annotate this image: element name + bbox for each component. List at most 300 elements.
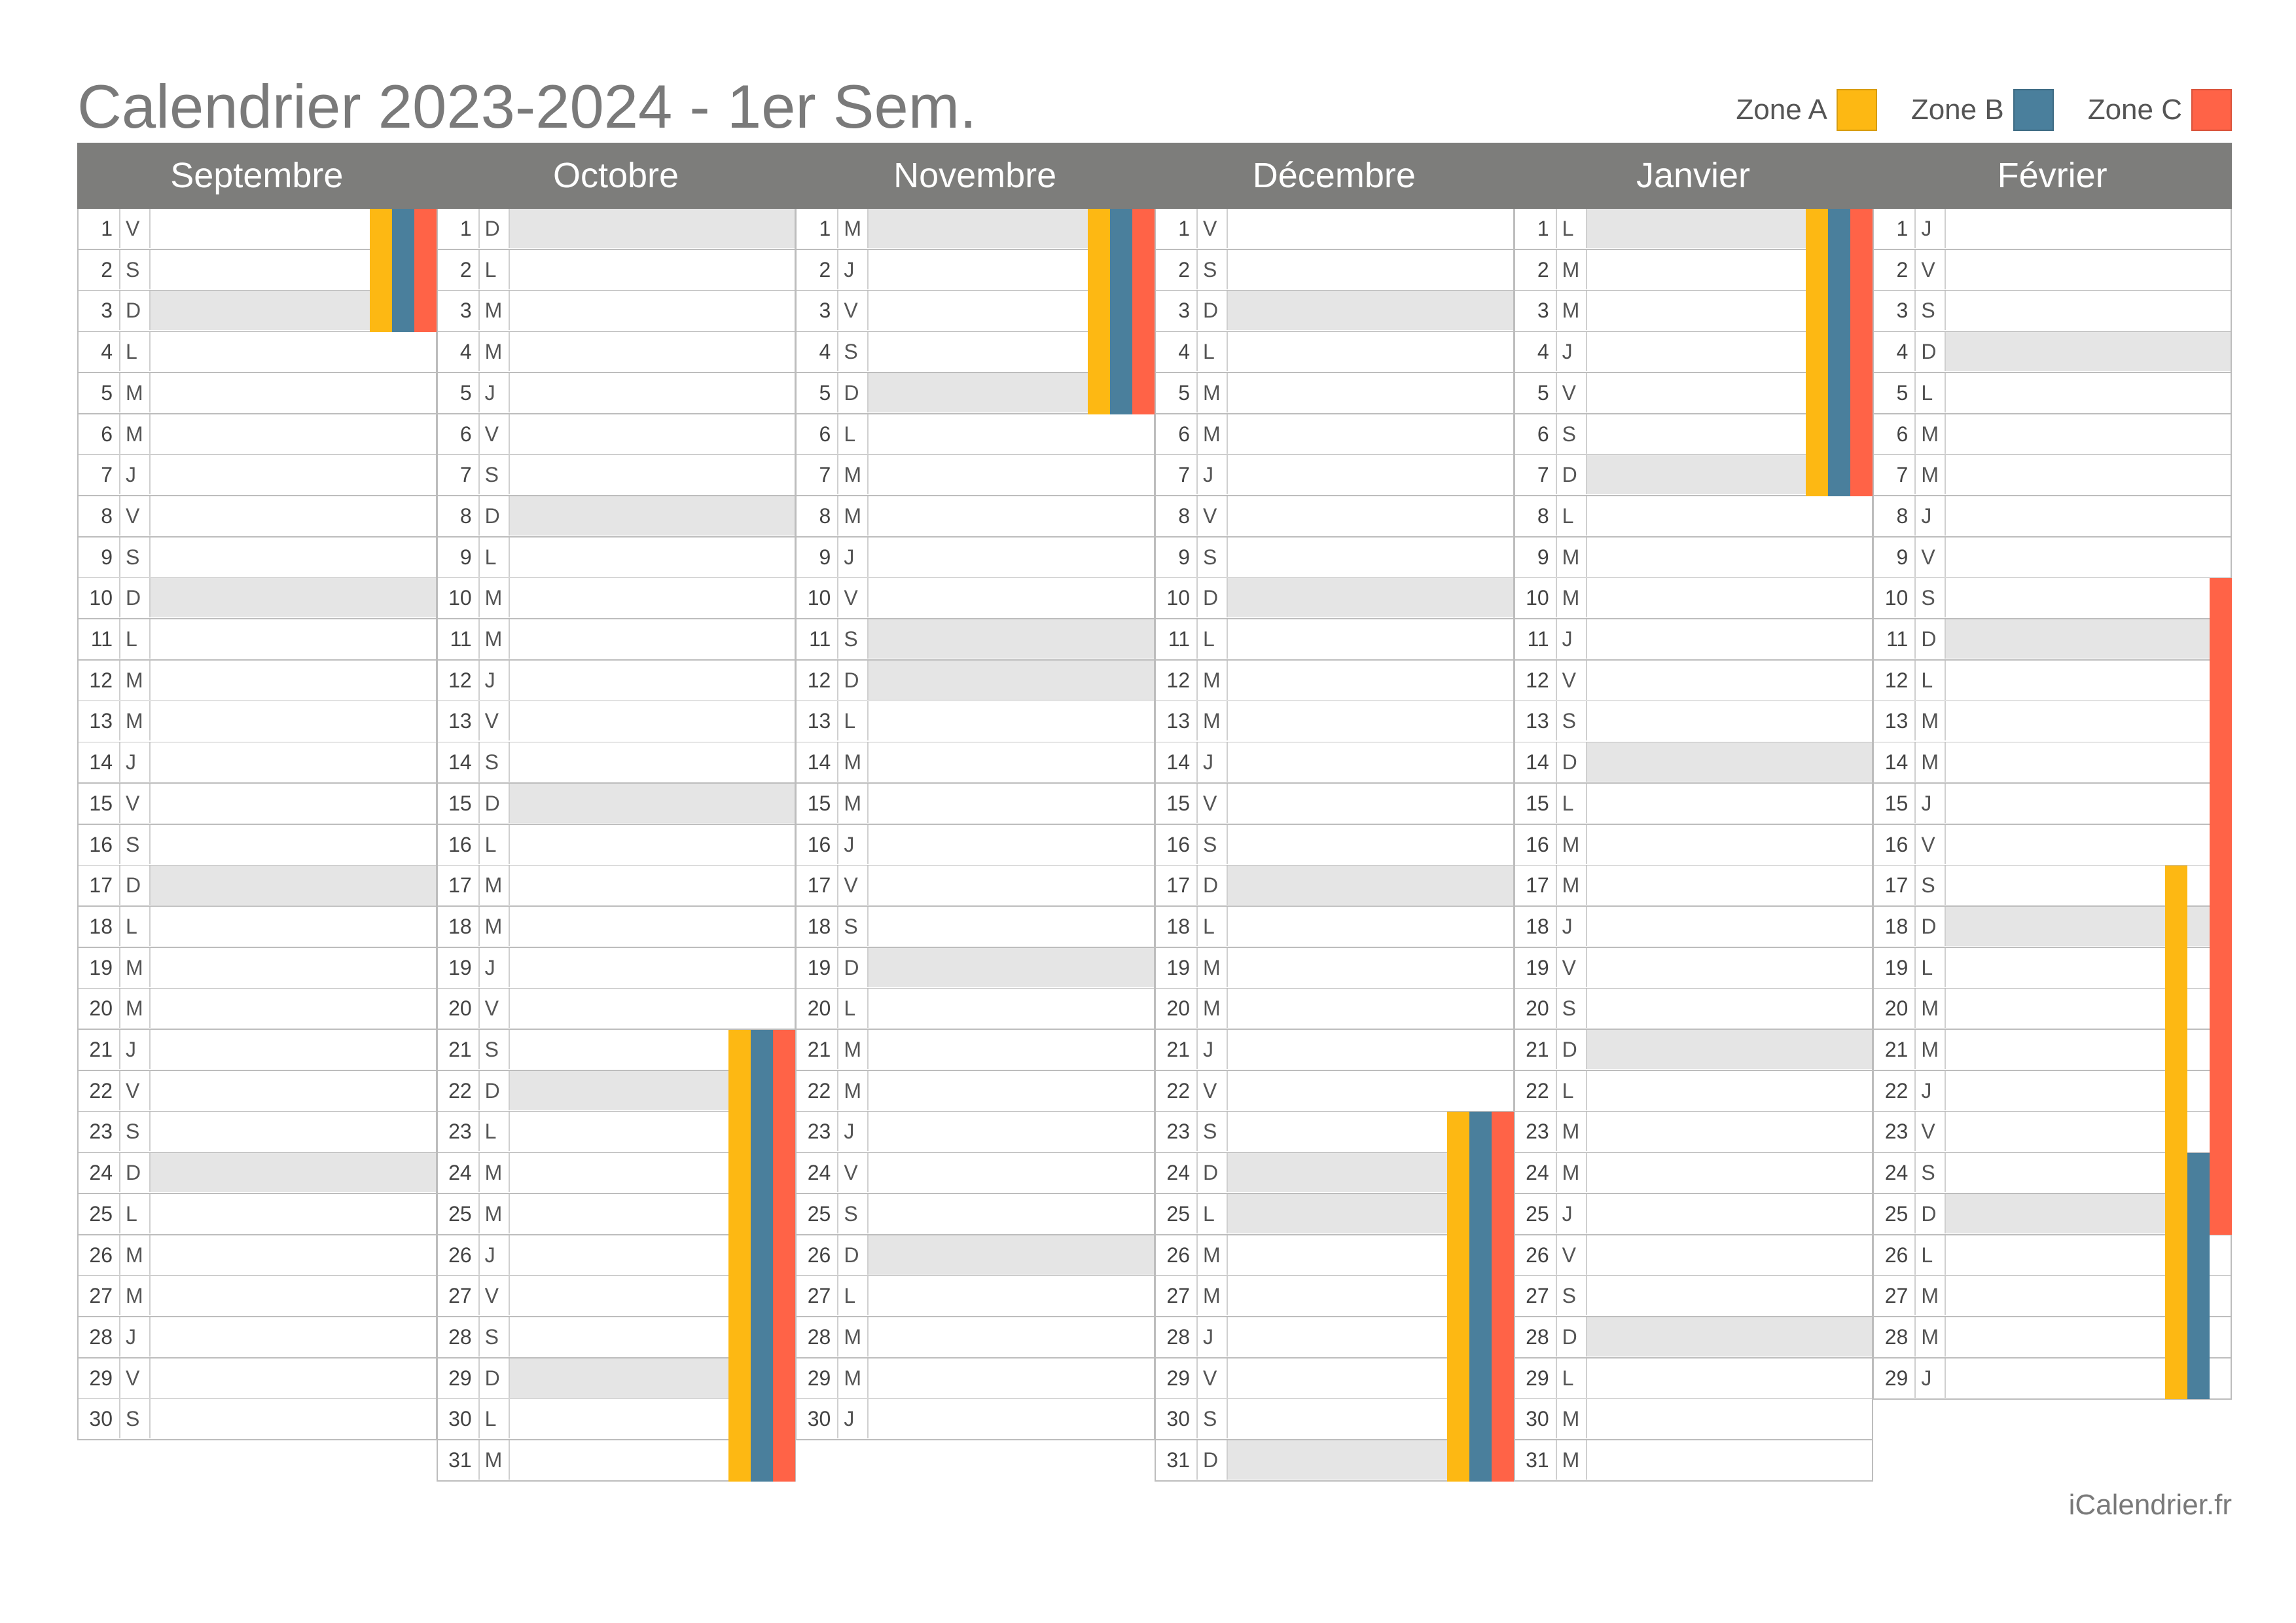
- vacation-bar-zone-a: [728, 1030, 751, 1482]
- day-cell: [869, 1194, 1154, 1233]
- day-row: [1514, 907, 1874, 948]
- day-cell: [1587, 1194, 1873, 1233]
- month-header-3: Décembre: [1252, 156, 1416, 195]
- day-row: [1514, 1276, 1874, 1317]
- day-row: [795, 825, 1155, 866]
- day-number: 3: [79, 291, 120, 330]
- day-cell: [151, 1194, 436, 1233]
- day-letter: J: [838, 538, 869, 577]
- day-number: 2: [1874, 250, 1916, 289]
- day-row: [437, 948, 797, 989]
- day-cell: [510, 332, 795, 371]
- day-row: [1155, 578, 1515, 619]
- day-number: 6: [79, 414, 120, 454]
- day-number: 19: [438, 948, 480, 987]
- day-cell: [151, 1112, 436, 1151]
- day-number: 19: [1515, 948, 1557, 987]
- day-cell: [869, 866, 1154, 905]
- day-number: 22: [797, 1071, 838, 1110]
- day-letter: D: [1916, 1194, 1946, 1233]
- legend-label: Zone A: [1736, 94, 1827, 126]
- day-number: 15: [1156, 784, 1198, 823]
- day-number: 20: [1156, 989, 1198, 1028]
- day-cell: [869, 619, 1154, 659]
- day-letter: V: [1198, 1359, 1228, 1398]
- day-letter: D: [1557, 742, 1587, 782]
- day-letter: V: [838, 578, 869, 617]
- day-number: 26: [797, 1235, 838, 1275]
- vacation-bar-zone-c: [1132, 209, 1155, 414]
- day-row: [1514, 989, 1874, 1030]
- day-number: 28: [1156, 1317, 1198, 1357]
- day-cell: [151, 332, 436, 371]
- day-row: [795, 742, 1155, 784]
- day-number: 3: [438, 291, 480, 330]
- day-letter: M: [1557, 578, 1587, 617]
- day-letter: M: [120, 661, 151, 700]
- day-letter: V: [1916, 250, 1946, 289]
- day-letter: J: [120, 1030, 151, 1069]
- day-number: 21: [1156, 1030, 1198, 1069]
- day-cell: [1946, 332, 2231, 371]
- day-row: [77, 1399, 437, 1440]
- day-letter: D: [120, 578, 151, 617]
- day-row: [1873, 373, 2232, 414]
- day-row: [1514, 578, 1874, 619]
- day-cell: [1228, 209, 1513, 248]
- day-cell: [1946, 373, 2231, 412]
- day-number: 14: [1156, 742, 1198, 782]
- day-row: [1514, 825, 1874, 866]
- day-row: [437, 538, 797, 579]
- day-row: [1514, 538, 1874, 579]
- day-cell: [1946, 496, 2231, 536]
- day-number: 1: [79, 209, 120, 248]
- day-number: 13: [79, 701, 120, 740]
- day-letter: L: [1198, 332, 1228, 371]
- day-letter: J: [1916, 784, 1946, 823]
- day-letter: V: [120, 1359, 151, 1398]
- day-number: 21: [438, 1030, 480, 1069]
- day-letter: J: [1198, 1317, 1228, 1357]
- day-row: [437, 496, 797, 538]
- vacation-bar-zone-b: [392, 209, 414, 332]
- day-number: 13: [1156, 701, 1198, 740]
- day-letter: D: [120, 866, 151, 905]
- day-cell: [1228, 414, 1513, 454]
- day-row: [1155, 661, 1515, 702]
- day-row: [1514, 1153, 1874, 1194]
- day-cell: [510, 578, 795, 617]
- vacation-bar-zone-c: [2210, 578, 2232, 1235]
- day-letter: L: [838, 701, 869, 740]
- day-letter: D: [480, 496, 510, 536]
- day-letter: M: [1198, 373, 1228, 412]
- day-letter: D: [1557, 1030, 1587, 1069]
- day-cell: [510, 661, 795, 700]
- day-letter: L: [120, 332, 151, 371]
- day-letter: M: [1916, 742, 1946, 782]
- day-row: [1514, 1317, 1874, 1359]
- day-row: [1873, 701, 2232, 742]
- day-cell: [869, 701, 1154, 740]
- day-number: 27: [797, 1276, 838, 1315]
- day-cell: [1587, 1030, 1873, 1069]
- day-row: [795, 701, 1155, 742]
- day-letter: V: [1557, 661, 1587, 700]
- day-row: [1873, 784, 2232, 825]
- day-letter: M: [838, 784, 869, 823]
- day-number: 31: [1156, 1440, 1198, 1480]
- day-number: 9: [1874, 538, 1916, 577]
- day-letter: S: [480, 1030, 510, 1069]
- day-cell: [151, 1235, 436, 1275]
- day-letter: L: [1557, 1359, 1587, 1398]
- day-number: 24: [797, 1153, 838, 1192]
- day-row: [795, 414, 1155, 456]
- day-letter: S: [1557, 414, 1587, 454]
- day-row: [1873, 825, 2232, 866]
- day-cell: [1587, 1071, 1873, 1110]
- day-cell: [1228, 784, 1513, 823]
- day-letter: S: [838, 619, 869, 659]
- day-letter: S: [1198, 1399, 1228, 1438]
- day-number: 1: [1874, 209, 1916, 248]
- day-letter: M: [1916, 701, 1946, 740]
- day-cell: [151, 373, 436, 412]
- day-number: 20: [438, 989, 480, 1028]
- day-number: 2: [79, 250, 120, 289]
- day-letter: V: [120, 784, 151, 823]
- day-number: 23: [1874, 1112, 1916, 1151]
- day-row: [1873, 496, 2232, 538]
- day-cell: [1228, 1071, 1513, 1110]
- day-letter: M: [1198, 1276, 1228, 1315]
- day-cell: [510, 784, 795, 823]
- day-letter: D: [1557, 455, 1587, 494]
- day-letter: L: [480, 250, 510, 289]
- day-cell: [869, 578, 1154, 617]
- day-letter: S: [480, 742, 510, 782]
- day-cell: [151, 1071, 436, 1110]
- day-letter: J: [1557, 332, 1587, 371]
- day-number: 5: [1874, 373, 1916, 412]
- day-number: 27: [1874, 1276, 1916, 1315]
- day-row: [1873, 661, 2232, 702]
- day-number: 9: [438, 538, 480, 577]
- day-letter: M: [120, 989, 151, 1028]
- day-row: [437, 291, 797, 332]
- day-letter: V: [1557, 373, 1587, 412]
- day-cell: [151, 742, 436, 782]
- day-letter: V: [1198, 209, 1228, 248]
- day-number: 7: [1515, 455, 1557, 494]
- day-letter: D: [1198, 578, 1228, 617]
- day-number: 17: [438, 866, 480, 905]
- day-row: [437, 455, 797, 496]
- day-cell: [1946, 1030, 2231, 1069]
- day-number: 24: [1156, 1153, 1198, 1192]
- day-number: 12: [1156, 661, 1198, 700]
- day-number: 21: [79, 1030, 120, 1069]
- day-cell: [1587, 701, 1873, 740]
- day-number: 28: [438, 1317, 480, 1357]
- day-row: [1155, 1030, 1515, 1071]
- day-cell: [1228, 742, 1513, 782]
- day-cell: [151, 784, 436, 823]
- day-cell: [151, 1399, 436, 1438]
- day-number: 9: [797, 538, 838, 577]
- day-cell: [1228, 825, 1513, 864]
- day-number: 27: [1515, 1276, 1557, 1315]
- day-letter: J: [480, 661, 510, 700]
- day-number: 30: [438, 1399, 480, 1438]
- day-letter: J: [120, 1317, 151, 1357]
- day-row: [77, 1235, 437, 1277]
- day-row: [1514, 1399, 1874, 1440]
- day-cell: [1946, 209, 2231, 248]
- day-row: [77, 825, 437, 866]
- day-letter: V: [838, 1153, 869, 1192]
- day-number: 12: [797, 661, 838, 700]
- day-row: [1155, 742, 1515, 784]
- day-row: [795, 661, 1155, 702]
- day-row: [77, 619, 437, 661]
- day-letter: J: [120, 455, 151, 494]
- day-cell: [1587, 784, 1873, 823]
- day-letter: V: [1198, 1071, 1228, 1110]
- day-letter: D: [1198, 866, 1228, 905]
- day-letter: L: [480, 825, 510, 864]
- day-letter: S: [1916, 866, 1946, 905]
- day-letter: J: [1557, 619, 1587, 659]
- day-row: [1155, 701, 1515, 742]
- day-letter: M: [120, 1235, 151, 1275]
- day-letter: V: [1557, 948, 1587, 987]
- day-cell: [1946, 578, 2231, 617]
- day-row: [795, 866, 1155, 907]
- day-letter: J: [480, 373, 510, 412]
- day-letter: M: [1916, 455, 1946, 494]
- day-cell: [1946, 866, 2231, 905]
- day-number: 8: [1874, 496, 1916, 536]
- day-row: [77, 1317, 437, 1359]
- day-number: 25: [1156, 1194, 1198, 1233]
- day-row: [1155, 291, 1515, 332]
- day-letter: V: [480, 414, 510, 454]
- day-letter: V: [480, 701, 510, 740]
- day-row: [1873, 538, 2232, 579]
- day-row: [795, 1071, 1155, 1112]
- day-row: [437, 742, 797, 784]
- day-number: 26: [79, 1235, 120, 1275]
- vacation-bar-zone-b: [1828, 209, 1850, 496]
- day-cell: [869, 455, 1154, 494]
- day-letter: S: [120, 250, 151, 289]
- day-letter: L: [1557, 784, 1587, 823]
- day-row: [1873, 578, 2232, 619]
- day-row: [437, 250, 797, 291]
- day-cell: [1228, 989, 1513, 1028]
- day-row: [1873, 291, 2232, 332]
- day-letter: L: [480, 1399, 510, 1438]
- day-row: [437, 866, 797, 907]
- day-row: [1514, 784, 1874, 825]
- day-number: 16: [79, 825, 120, 864]
- day-cell: [1946, 414, 2231, 454]
- day-number: 6: [1156, 414, 1198, 454]
- day-cell: [510, 948, 795, 987]
- day-row: [1514, 619, 1874, 661]
- day-number: 4: [1515, 332, 1557, 371]
- day-letter: S: [480, 455, 510, 494]
- day-cell: [1587, 1276, 1873, 1315]
- day-letter: M: [1198, 414, 1228, 454]
- page-title: Calendrier 2023-2024 - 1er Sem.: [77, 72, 977, 141]
- day-letter: L: [120, 907, 151, 946]
- day-cell: [869, 414, 1154, 454]
- day-number: 12: [1874, 661, 1916, 700]
- day-row: [795, 1153, 1155, 1194]
- day-row: [77, 661, 437, 702]
- vacation-bar-zone-a: [370, 209, 392, 332]
- day-number: 13: [1515, 701, 1557, 740]
- day-letter: M: [838, 1030, 869, 1069]
- day-cell: [1946, 1071, 2231, 1110]
- day-letter: S: [120, 1112, 151, 1151]
- day-number: 30: [79, 1399, 120, 1438]
- day-cell: [151, 1030, 436, 1069]
- day-cell: [869, 825, 1154, 864]
- day-cell: [1946, 455, 2231, 494]
- day-row: [1873, 455, 2232, 496]
- day-number: 26: [1874, 1235, 1916, 1275]
- day-number: 25: [438, 1194, 480, 1233]
- day-number: 29: [438, 1359, 480, 1398]
- day-letter: V: [1916, 538, 1946, 577]
- day-number: 8: [79, 496, 120, 536]
- month-header-2: Novembre: [893, 156, 1057, 195]
- day-row: [795, 1235, 1155, 1277]
- day-cell: [869, 948, 1154, 987]
- day-number: 23: [1515, 1112, 1557, 1151]
- day-cell: [1946, 661, 2231, 700]
- day-number: 7: [79, 455, 120, 494]
- day-cell: [869, 1317, 1154, 1357]
- day-letter: V: [1198, 784, 1228, 823]
- day-row: [437, 661, 797, 702]
- day-number: 22: [79, 1071, 120, 1110]
- day-cell: [1946, 825, 2231, 864]
- day-row: [1873, 250, 2232, 291]
- day-letter: M: [1557, 1440, 1587, 1480]
- day-cell: [869, 1153, 1154, 1192]
- day-number: 3: [797, 291, 838, 330]
- day-number: 10: [79, 578, 120, 617]
- day-cell: [1587, 1399, 1873, 1438]
- day-letter: M: [480, 619, 510, 659]
- day-cell: [1228, 538, 1513, 577]
- day-cell: [151, 701, 436, 740]
- day-row: [437, 209, 797, 250]
- day-number: 14: [79, 742, 120, 782]
- day-row: [1514, 701, 1874, 742]
- day-cell: [510, 701, 795, 740]
- day-number: 1: [1515, 209, 1557, 248]
- day-letter: M: [1198, 661, 1228, 700]
- day-number: 27: [438, 1276, 480, 1315]
- day-letter: S: [1557, 989, 1587, 1028]
- month-header-0: Septembre: [170, 156, 344, 195]
- day-letter: V: [480, 1276, 510, 1315]
- day-row: [1514, 1194, 1874, 1235]
- day-letter: V: [480, 989, 510, 1028]
- day-letter: D: [480, 209, 510, 248]
- day-letter: S: [1198, 250, 1228, 289]
- day-number: 22: [1515, 1071, 1557, 1110]
- day-number: 25: [1515, 1194, 1557, 1233]
- vacation-bar-zone-a: [1447, 1112, 1469, 1481]
- day-cell: [1587, 661, 1873, 700]
- day-cell: [1587, 1112, 1873, 1151]
- day-number: 1: [438, 209, 480, 248]
- day-row: [77, 414, 437, 456]
- day-number: 15: [797, 784, 838, 823]
- day-number: 5: [438, 373, 480, 412]
- day-cell: [151, 496, 436, 536]
- day-cell: [1946, 784, 2231, 823]
- day-letter: J: [1198, 1030, 1228, 1069]
- day-row: [1514, 866, 1874, 907]
- day-letter: J: [1557, 1194, 1587, 1233]
- day-row: [795, 619, 1155, 661]
- day-number: 22: [1156, 1071, 1198, 1110]
- legend-item-zone-b: [1911, 89, 2054, 131]
- day-row: [77, 1359, 437, 1400]
- day-number: 22: [1874, 1071, 1916, 1110]
- day-number: 1: [1156, 209, 1198, 248]
- day-cell: [1587, 1235, 1873, 1275]
- day-letter: L: [838, 989, 869, 1028]
- day-row: [1514, 1030, 1874, 1071]
- day-letter: M: [838, 455, 869, 494]
- vacation-bar-zone-c: [773, 1030, 795, 1482]
- day-cell: [151, 989, 436, 1028]
- day-letter: J: [838, 1399, 869, 1438]
- day-letter: M: [1198, 701, 1228, 740]
- day-letter: V: [120, 496, 151, 536]
- day-number: 6: [797, 414, 838, 454]
- day-row: [795, 538, 1155, 579]
- day-number: 26: [1156, 1235, 1198, 1275]
- day-letter: D: [1916, 619, 1946, 659]
- day-letter: M: [1916, 1276, 1946, 1315]
- day-letter: M: [838, 1359, 869, 1398]
- day-cell: [869, 1359, 1154, 1398]
- day-cell: [151, 907, 436, 946]
- day-cell: [510, 907, 795, 946]
- day-letter: J: [838, 250, 869, 289]
- day-row: [1873, 742, 2232, 784]
- day-number: 29: [1515, 1359, 1557, 1398]
- day-row: [77, 332, 437, 373]
- day-cell: [510, 866, 795, 905]
- day-cell: [510, 250, 795, 289]
- day-row: [1155, 455, 1515, 496]
- day-number: 19: [1874, 948, 1916, 987]
- day-cell: [151, 1317, 436, 1357]
- day-letter: D: [480, 784, 510, 823]
